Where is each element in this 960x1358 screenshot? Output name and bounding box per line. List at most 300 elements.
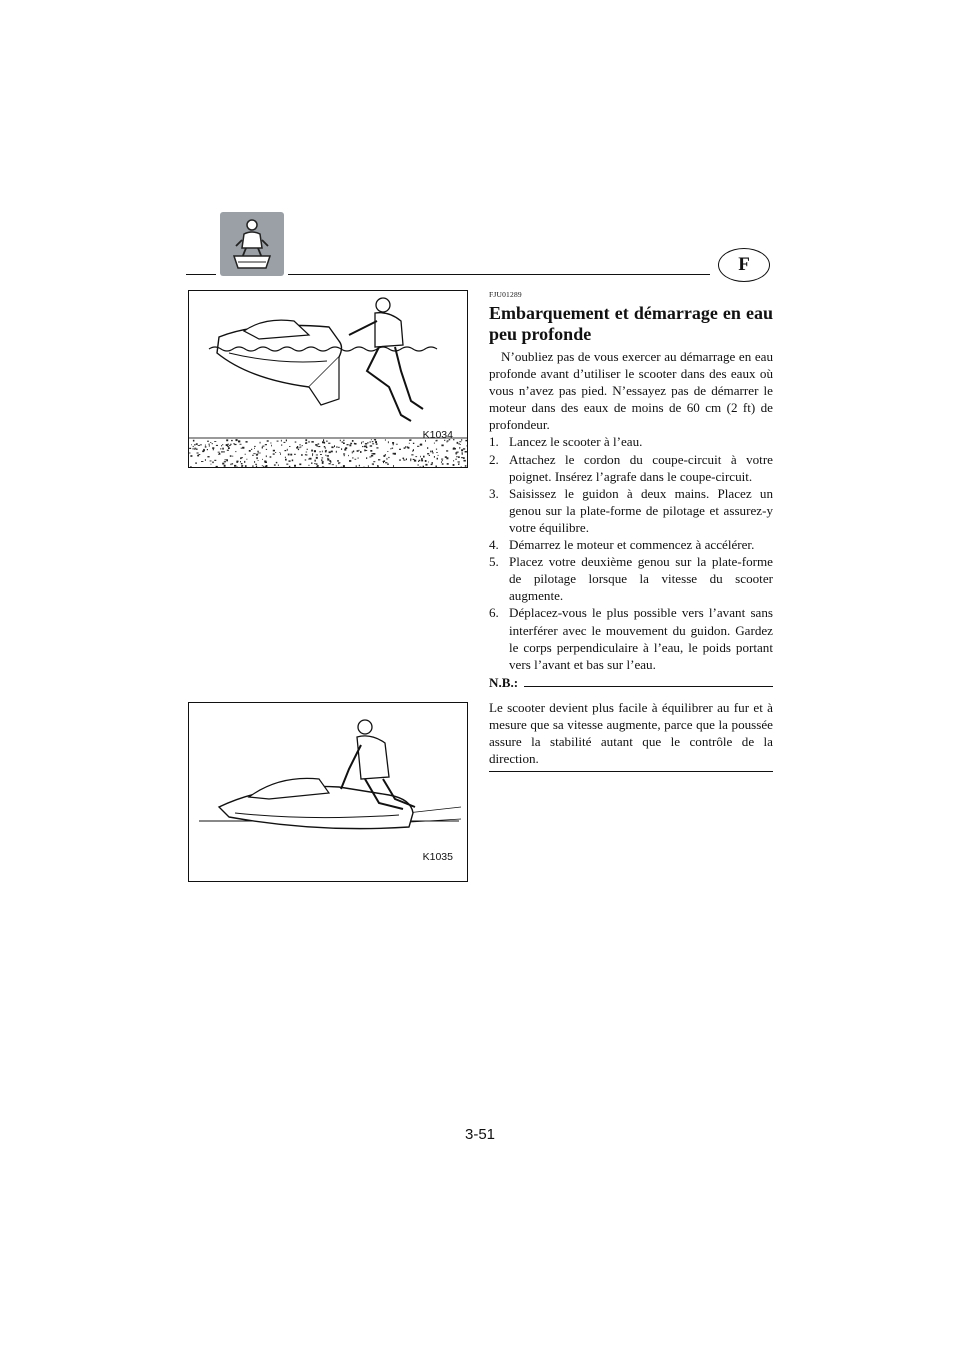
sand-speckle bbox=[383, 462, 384, 463]
sand-speckle bbox=[314, 450, 316, 452]
sand-speckle bbox=[290, 454, 292, 456]
sand-speckle bbox=[209, 444, 210, 446]
sand-speckle bbox=[427, 453, 429, 454]
sand-speckle bbox=[327, 455, 329, 456]
sand-speckle bbox=[241, 465, 243, 466]
sand-speckle bbox=[458, 443, 460, 444]
sand-speckle bbox=[388, 457, 389, 458]
sand-speckle bbox=[463, 457, 465, 459]
sand-speckle bbox=[411, 454, 413, 455]
sand-speckle bbox=[393, 444, 394, 446]
sand-speckle bbox=[205, 445, 206, 446]
sand-speckle bbox=[279, 452, 280, 453]
sand-speckle bbox=[413, 449, 414, 451]
sand-speckle bbox=[432, 453, 434, 454]
sand-speckle bbox=[399, 459, 400, 461]
section-title: Embarquement et démarrage en eau peu profonde bbox=[489, 303, 773, 344]
sand-speckle bbox=[316, 466, 318, 467]
sand-speckle bbox=[392, 448, 393, 449]
sand-speckle bbox=[436, 449, 437, 450]
sand-speckle bbox=[349, 444, 351, 446]
sand-speckle bbox=[242, 447, 244, 449]
sand-speckle bbox=[324, 446, 325, 447]
sand-speckle bbox=[311, 450, 313, 452]
sand-speckle bbox=[319, 451, 320, 452]
sand-speckle bbox=[305, 439, 307, 441]
sand-speckle bbox=[343, 465, 345, 467]
sand-speckle bbox=[378, 459, 380, 460]
sand-speckle bbox=[256, 454, 258, 456]
sand-speckle bbox=[332, 464, 334, 465]
sand-speckle bbox=[322, 457, 324, 458]
sand-speckle bbox=[213, 449, 214, 451]
sand-speckle bbox=[295, 442, 297, 443]
sand-speckle bbox=[244, 461, 245, 463]
sand-speckle bbox=[194, 448, 196, 449]
sand-speckle bbox=[190, 455, 192, 457]
sand-speckle bbox=[343, 443, 345, 445]
sand-speckle bbox=[326, 441, 327, 442]
sand-speckle bbox=[464, 460, 466, 462]
sand-speckle bbox=[253, 453, 255, 454]
sand-speckle bbox=[418, 464, 419, 465]
sand-speckle bbox=[392, 442, 394, 444]
sand-speckle bbox=[263, 466, 264, 467]
sand-speckle bbox=[222, 463, 224, 465]
sand-speckle bbox=[341, 448, 342, 450]
sand-speckle bbox=[331, 446, 333, 448]
sand-speckle bbox=[462, 454, 463, 455]
sand-speckle bbox=[308, 465, 309, 466]
sand-speckle bbox=[328, 443, 330, 444]
sand-speckle bbox=[385, 439, 386, 440]
sand-speckle bbox=[441, 445, 443, 447]
sand-speckle bbox=[234, 465, 236, 467]
sand-speckle bbox=[194, 444, 196, 445]
sand-speckle bbox=[265, 444, 267, 445]
sand-speckle bbox=[344, 455, 345, 456]
sand-speckle bbox=[260, 452, 261, 453]
sand-speckle bbox=[235, 451, 236, 452]
sand-speckle bbox=[229, 445, 231, 446]
sand-speckle bbox=[383, 461, 385, 462]
sand-speckle bbox=[403, 459, 404, 460]
sand-speckle bbox=[285, 459, 287, 461]
sand-speckle bbox=[254, 461, 255, 463]
sand-speckle bbox=[366, 447, 368, 448]
sand-speckle bbox=[224, 461, 226, 462]
sand-speckle bbox=[348, 455, 349, 456]
sand-speckle bbox=[374, 439, 376, 440]
sand-speckle bbox=[292, 460, 294, 462]
sand-speckle bbox=[463, 448, 465, 449]
sand-speckle bbox=[423, 466, 424, 467]
sand-speckle bbox=[431, 464, 433, 465]
sand-speckle bbox=[428, 462, 429, 463]
sand-speckle bbox=[376, 443, 378, 444]
sand-speckle bbox=[437, 458, 438, 460]
sand-speckle bbox=[200, 444, 202, 445]
sand-speckle bbox=[410, 439, 412, 440]
sand-speckle bbox=[196, 449, 198, 450]
sand-speckle bbox=[420, 456, 421, 458]
sand-speckle bbox=[254, 446, 255, 447]
sand-speckle bbox=[356, 465, 357, 467]
sand-speckle bbox=[365, 443, 367, 444]
sand-speckle bbox=[296, 447, 298, 449]
sand-speckle bbox=[459, 463, 460, 465]
sand-speckle bbox=[336, 465, 337, 466]
sand-speckle bbox=[241, 457, 242, 458]
sand-speckle bbox=[349, 460, 351, 462]
sand-speckle bbox=[458, 456, 460, 458]
sand-speckle bbox=[289, 460, 291, 461]
sand-speckle bbox=[425, 460, 427, 462]
sand-speckle bbox=[413, 443, 414, 444]
sand-speckle bbox=[288, 454, 290, 456]
sand-speckle bbox=[197, 455, 199, 457]
sand-speckle bbox=[273, 450, 275, 452]
sand-speckle bbox=[459, 447, 460, 448]
list-item: 1. Lancez le scooter à l’eau. bbox=[489, 434, 643, 450]
sand-speckle bbox=[219, 453, 221, 454]
sand-speckle bbox=[316, 455, 318, 456]
sand-speckle bbox=[257, 451, 258, 453]
sand-speckle bbox=[403, 458, 405, 459]
sand-speckle bbox=[461, 457, 463, 458]
sand-speckle bbox=[273, 453, 275, 454]
sand-speckle bbox=[190, 466, 192, 467]
sand-speckle bbox=[205, 459, 206, 461]
sand-speckle bbox=[312, 454, 313, 456]
sand-speckle bbox=[218, 452, 220, 453]
sand-speckle bbox=[266, 449, 267, 450]
sand-speckle bbox=[367, 442, 368, 444]
sand-speckle bbox=[427, 447, 428, 449]
sand-speckle bbox=[457, 442, 459, 444]
sand-speckle bbox=[465, 465, 467, 467]
sand-speckle bbox=[277, 441, 279, 442]
intro-paragraph: N’oubliez pas de vous exercer au démarrage en eau profonde avant d’utiliser le scooter dans des eaux où vous n’avez pas pied. N’essayez pas de démarrer le moteur dans des eaux de moins de 60 cm (2 ft) de profondeur. bbox=[489, 349, 773, 433]
sand-speckle bbox=[314, 463, 316, 464]
sand-speckle bbox=[212, 447, 214, 449]
sand-speckle bbox=[311, 463, 313, 464]
sand-speckle bbox=[308, 459, 310, 460]
sand-speckle bbox=[421, 458, 423, 460]
sand-speckle bbox=[256, 466, 257, 467]
sand-speckle bbox=[363, 441, 364, 442]
sand-speckle bbox=[447, 463, 449, 465]
sand-speckle bbox=[214, 460, 216, 461]
sand-speckle bbox=[316, 463, 318, 464]
sand-speckle bbox=[221, 445, 222, 446]
sand-speckle bbox=[436, 466, 437, 468]
sand-speckle bbox=[362, 446, 364, 447]
sand-speckle bbox=[410, 460, 411, 462]
language-badge: F bbox=[718, 248, 770, 282]
sand-speckle bbox=[343, 453, 345, 454]
sand-speckle bbox=[336, 447, 338, 448]
sand-speckle bbox=[323, 439, 324, 441]
sand-speckle bbox=[365, 450, 367, 451]
sand-speckle bbox=[415, 456, 417, 457]
sand-speckle bbox=[459, 448, 460, 449]
sand-speckle bbox=[453, 460, 454, 461]
sand-speckle bbox=[409, 443, 410, 444]
sand-speckle bbox=[408, 447, 410, 449]
sand-speckle bbox=[221, 451, 223, 452]
sand-speckle bbox=[226, 459, 228, 461]
sand-speckle bbox=[458, 461, 460, 462]
sand-speckle bbox=[359, 450, 360, 451]
sand-speckle bbox=[191, 444, 192, 445]
sand-speckle bbox=[300, 447, 302, 448]
sand-speckle bbox=[317, 465, 319, 466]
sand-speckle bbox=[265, 462, 267, 464]
sand-speckle bbox=[199, 454, 201, 455]
sand-speckle bbox=[420, 444, 422, 446]
sand-speckle bbox=[366, 457, 367, 459]
sand-speckle bbox=[287, 449, 288, 451]
sand-speckle bbox=[212, 462, 213, 464]
sand-speckle bbox=[456, 459, 457, 460]
sand-speckle bbox=[238, 440, 240, 442]
sand-speckle bbox=[196, 443, 198, 445]
sand-speckle bbox=[270, 456, 272, 457]
sand-speckle bbox=[223, 451, 225, 452]
sand-speckle bbox=[385, 462, 387, 463]
list-item: 2. Attachez le cordon du coupe-circuit à votre poignet. Insérez l’agrafe dans le coupe-circuit. bbox=[489, 451, 773, 484]
sand-speckle bbox=[365, 446, 367, 447]
sand-speckle bbox=[214, 441, 216, 442]
sand-speckle bbox=[311, 441, 313, 443]
sand-speckle bbox=[387, 458, 388, 460]
sand-speckle bbox=[393, 453, 394, 455]
sand-speckle bbox=[325, 447, 326, 449]
note-text: Le scooter devient plus facile à équilibrer au fur et à mesure que sa vitesse augmente, parce que la poussée assure la stabilité autant que le contrôle de la direction. bbox=[489, 699, 773, 767]
sand-speckle bbox=[220, 448, 221, 449]
sand-speckle bbox=[212, 443, 213, 444]
sand-speckle bbox=[391, 448, 392, 449]
sand-speckle bbox=[361, 442, 362, 443]
sand-speckle bbox=[430, 451, 431, 453]
sand-speckle bbox=[228, 447, 230, 449]
sand-speckle bbox=[425, 464, 427, 466]
sand-speckle bbox=[373, 461, 375, 462]
sand-speckle bbox=[330, 460, 331, 461]
sand-speckle bbox=[197, 453, 199, 454]
list-item: 5. Placez votre deuxième genou sur la plate-forme de pilotage lorsque la vitesse du scooter augmente. bbox=[489, 554, 773, 604]
sand-speckle bbox=[306, 452, 307, 453]
sand-speckle bbox=[441, 459, 443, 460]
sand-speckle bbox=[352, 440, 354, 442]
sand-speckle bbox=[461, 467, 462, 468]
sand-speckle bbox=[368, 465, 369, 467]
list-item: 6. Déplacez-vous le plus possible vers l’avant sans interférer avec le mouvement du guidon. Gardez le corps perpendiculaire à l’eau, le poids portant vers l’avant et bas sur l’eau. bbox=[489, 605, 773, 672]
sand-speckle bbox=[227, 450, 229, 451]
sand-speckle bbox=[432, 462, 433, 464]
sand-speckle bbox=[256, 457, 257, 459]
sand-speckle bbox=[336, 451, 337, 453]
sand-speckle bbox=[216, 466, 218, 467]
sand-speckle bbox=[352, 458, 354, 459]
sand-speckle bbox=[372, 443, 374, 444]
sand-speckle bbox=[275, 452, 276, 453]
sand-speckle bbox=[226, 444, 228, 446]
sand-speckle bbox=[421, 460, 423, 462]
sand-speckle bbox=[249, 450, 251, 452]
sand-speckle bbox=[294, 465, 296, 467]
sand-speckle bbox=[240, 444, 242, 445]
sand-speckle bbox=[442, 463, 444, 464]
list-item: 3. Saisissez le guidon à deux mains. Placez un genou sur la plate-forme de pilotage et assurez-y votre équilibre. bbox=[489, 485, 773, 535]
sand-speckle bbox=[344, 449, 346, 451]
sand-speckle bbox=[286, 464, 288, 465]
sand-speckle bbox=[207, 456, 209, 457]
sand-speckle bbox=[372, 464, 373, 465]
sand-speckle bbox=[370, 450, 372, 452]
sand-speckle bbox=[359, 465, 360, 467]
sand-speckle bbox=[434, 456, 435, 458]
sand-speckle bbox=[207, 441, 208, 442]
sand-speckle bbox=[404, 447, 406, 448]
sand-speckle bbox=[209, 445, 210, 446]
sand-speckle bbox=[232, 456, 233, 457]
sand-speckle bbox=[432, 451, 433, 453]
sand-speckle bbox=[407, 446, 408, 448]
sand-speckle bbox=[255, 464, 257, 465]
sand-speckle bbox=[271, 445, 272, 447]
sand-speckle bbox=[280, 453, 281, 455]
sand-speckle bbox=[459, 441, 461, 442]
sand-speckle bbox=[372, 453, 374, 454]
sand-speckle bbox=[307, 449, 308, 450]
sand-speckle bbox=[299, 464, 301, 466]
sand-speckle bbox=[461, 439, 462, 441]
sand-speckle bbox=[274, 464, 276, 465]
sand-speckle bbox=[320, 454, 322, 455]
figure-boarding bbox=[188, 290, 468, 468]
sand-speckle bbox=[245, 465, 247, 467]
sand-speckle bbox=[465, 451, 467, 453]
sand-speckle bbox=[331, 451, 333, 453]
figure-code: K1034 bbox=[422, 429, 453, 441]
sand-speckle bbox=[461, 449, 463, 451]
sand-speckle bbox=[377, 466, 378, 468]
sand-speckle bbox=[372, 441, 374, 442]
sand-speckle bbox=[350, 443, 351, 444]
sand-speckle bbox=[322, 441, 324, 443]
sand-speckle bbox=[299, 444, 301, 445]
sand-speckle bbox=[207, 449, 208, 450]
sand-speckle bbox=[224, 465, 226, 467]
sand-speckle bbox=[284, 442, 286, 443]
sand-speckle bbox=[453, 439, 454, 440]
sand-speckle bbox=[227, 446, 229, 447]
sand-speckle bbox=[205, 446, 207, 447]
sand-speckle bbox=[388, 441, 389, 443]
sand-speckle bbox=[192, 449, 194, 450]
sand-speckle bbox=[357, 450, 359, 452]
sand-speckle bbox=[325, 455, 326, 456]
sand-speckle bbox=[352, 451, 353, 453]
sand-speckle bbox=[270, 443, 271, 444]
sand-speckle bbox=[358, 458, 359, 459]
sand-speckle bbox=[234, 444, 236, 445]
sand-speckle bbox=[260, 442, 261, 444]
sand-speckle bbox=[211, 464, 212, 465]
figure-kneeling bbox=[188, 702, 468, 882]
sand-speckle bbox=[441, 461, 442, 462]
sand-speckle bbox=[305, 443, 306, 444]
sand-speckle bbox=[413, 459, 415, 460]
sand-speckle bbox=[423, 456, 425, 458]
sand-speckle bbox=[241, 448, 242, 450]
sand-speckle bbox=[189, 453, 191, 454]
sand-speckle bbox=[417, 446, 419, 447]
sand-speckle bbox=[289, 466, 290, 467]
sand-speckle bbox=[460, 444, 461, 445]
steps-list bbox=[489, 433, 773, 672]
sand-speckle bbox=[193, 440, 195, 442]
sand-speckle bbox=[376, 447, 378, 448]
sand-speckle bbox=[262, 459, 263, 460]
sand-speckle bbox=[387, 451, 388, 452]
sand-speckle bbox=[285, 457, 286, 458]
sand-speckle bbox=[394, 453, 396, 455]
sand-speckle bbox=[318, 446, 320, 447]
sand-speckle bbox=[201, 461, 203, 462]
sand-speckle bbox=[252, 455, 254, 456]
sand-speckle bbox=[231, 440, 233, 441]
sand-speckle bbox=[305, 459, 307, 460]
sand-speckle bbox=[353, 451, 354, 453]
sand-speckle bbox=[315, 444, 317, 446]
sand-speckle bbox=[405, 446, 406, 447]
sand-speckle bbox=[228, 444, 229, 445]
sand-speckle bbox=[373, 453, 375, 454]
sand-speckle bbox=[241, 463, 243, 464]
sand-speckle bbox=[278, 465, 279, 466]
sand-speckle bbox=[226, 439, 228, 441]
figure-code: K1035 bbox=[422, 851, 453, 863]
sand-speckle bbox=[252, 466, 253, 467]
sand-speckle bbox=[218, 454, 220, 455]
section-icon bbox=[220, 212, 284, 276]
sand-speckle bbox=[371, 455, 373, 457]
sand-speckle bbox=[446, 450, 448, 451]
sand-speckle bbox=[222, 444, 223, 445]
sand-speckle bbox=[210, 461, 212, 462]
sand-speckle bbox=[224, 459, 226, 460]
sand-speckle bbox=[387, 463, 388, 465]
sand-speckle bbox=[399, 449, 401, 450]
sand-speckle bbox=[305, 454, 306, 455]
sand-speckle bbox=[262, 446, 264, 447]
sand-speckle bbox=[189, 448, 191, 449]
sand-speckle bbox=[203, 449, 204, 451]
sand-speckle bbox=[436, 452, 437, 453]
sand-speckle bbox=[315, 460, 316, 462]
sand-speckle bbox=[334, 445, 335, 447]
sand-speckle bbox=[442, 460, 443, 461]
sand-speckle bbox=[258, 460, 259, 461]
sand-speckle bbox=[462, 452, 463, 454]
sand-speckle bbox=[322, 461, 323, 463]
sand-speckle bbox=[406, 458, 407, 460]
sand-speckle bbox=[327, 458, 328, 459]
sand-speckle bbox=[340, 440, 341, 442]
